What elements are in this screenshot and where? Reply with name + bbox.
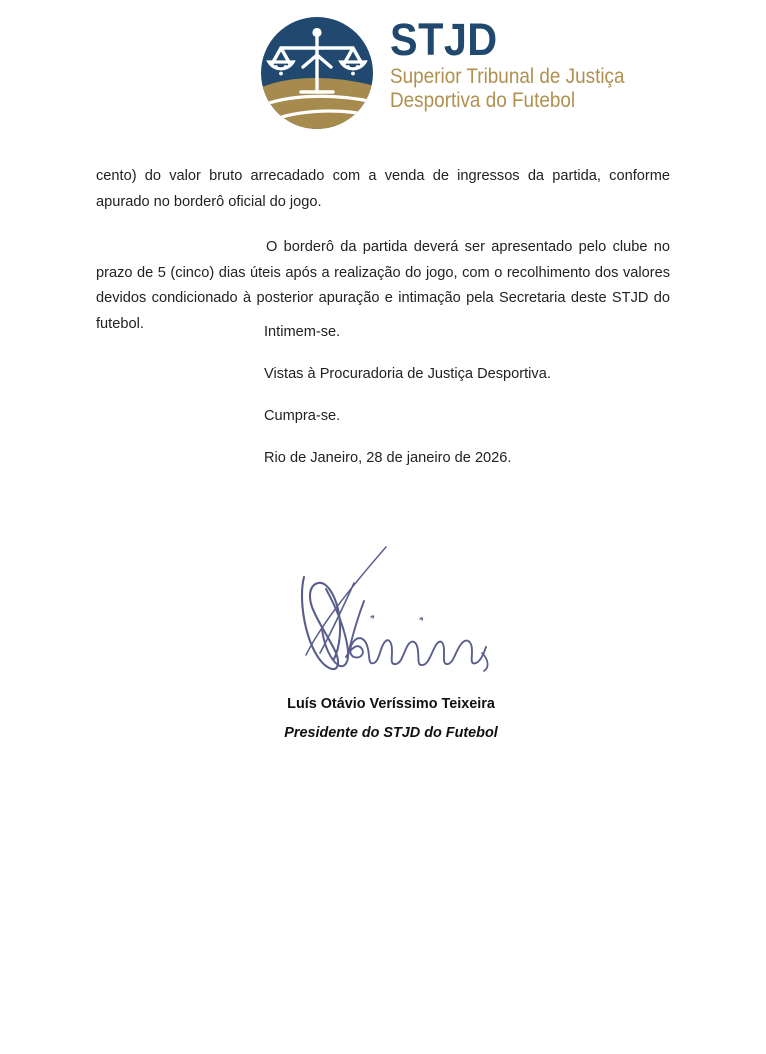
- dispatch-lines: [264, 322, 684, 469]
- document-body: [96, 164, 670, 337]
- letterhead-wordmark: [390, 14, 657, 112]
- stjd-logo-icon: [258, 14, 376, 132]
- dispatch-line: Vistas à Procuradoria de Justiça Desportiva.: [264, 366, 551, 382]
- letterhead: [0, 0, 766, 150]
- logo-acronym: STJD: [390, 14, 498, 65]
- dispatch-line: Intimem-se.: [264, 324, 341, 340]
- letterhead-inner: [258, 14, 657, 132]
- logo-subtitle: [390, 64, 625, 112]
- paragraph: O borderô da partida deverá ser apresentado pelo clube no prazo de 5 (cinco) dias úteis após a realização do jogo, com o recolhimento dos valores devidos condicionado à posterior apuração e intimação pela Secretaria deste STJD do futebol.: [96, 239, 670, 332]
- paragraph: cento) do valor bruto arrecadado com a venda de ingressos da partida, conforme apurado no borderô oficial do jogo.: [96, 168, 670, 210]
- dispatch-line: Cumpra-se.: [264, 408, 341, 424]
- signer-title: Presidente do STJD do Futebol: [284, 725, 498, 741]
- signature-block: [176, 535, 606, 743]
- logo-subtitle-line-2: Desportiva do Futebol: [390, 88, 576, 112]
- handwritten-signature-icon: [286, 535, 496, 680]
- signer-name: Luís Otávio Veríssimo Teixeira: [287, 696, 495, 712]
- logo-subtitle-line-1: Superior Tribunal de Justiça: [390, 64, 625, 88]
- dispatch-date-line: Rio de Janeiro, 28 de janeiro de 2026.: [264, 450, 512, 466]
